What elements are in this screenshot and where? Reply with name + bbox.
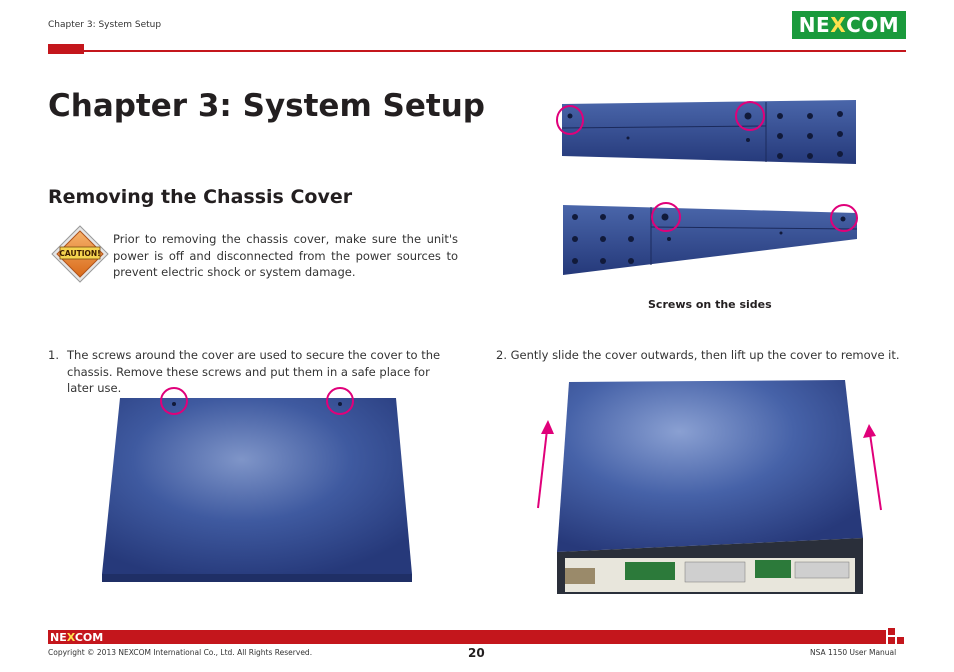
step-1-text: The screws around the cover are used to secure the cover to the chassis. Remove these screws and put them in a safe place for later use. bbox=[67, 348, 441, 395]
logo-text-right: COM bbox=[846, 13, 900, 37]
screw-highlight-circle bbox=[555, 104, 585, 136]
footer-logo-right: COM bbox=[74, 631, 104, 644]
header-rule bbox=[48, 50, 906, 52]
step-1 bbox=[48, 347, 460, 397]
footer-nexcom-logo bbox=[50, 631, 103, 644]
chassis-open-photo bbox=[555, 378, 867, 596]
caution-badge-text: CAUTION! bbox=[59, 249, 101, 258]
screw-highlight-circle bbox=[650, 201, 682, 233]
chassis-side-photo-bottom bbox=[561, 203, 859, 277]
footer-copyright: Copyright © 2013 NEXCOM International Co., Ltd. All Rights Reserved. bbox=[48, 648, 313, 657]
footer-bar bbox=[48, 630, 886, 644]
footer-manual-name: NSA 1150 User Manual bbox=[810, 648, 897, 657]
chassis-side-photo-top bbox=[558, 98, 858, 166]
caution-icon bbox=[50, 224, 110, 284]
chassis-top-photo bbox=[100, 394, 416, 586]
step-1-number: 1. bbox=[48, 348, 59, 362]
page-title: Chapter 3: System Setup bbox=[48, 88, 485, 124]
header-chapter-label: Chapter 3: System Setup bbox=[48, 20, 162, 30]
section-title: Removing the Chassis Cover bbox=[48, 186, 353, 208]
lift-arrow-right-icon bbox=[860, 424, 884, 512]
screw-highlight-circle bbox=[734, 100, 766, 132]
screw-highlight-circle bbox=[325, 386, 355, 416]
screw-highlight-circle bbox=[829, 203, 859, 233]
logo-text-left: NE bbox=[798, 13, 831, 37]
screw-highlight-circle bbox=[159, 386, 189, 416]
lift-arrow-left-icon bbox=[534, 420, 554, 510]
header-accent-block bbox=[48, 44, 84, 54]
nexcom-logo bbox=[792, 11, 906, 39]
step-2-text: 2. Gently slide the cover outwards, then lift up the cover to remove it. bbox=[496, 348, 900, 362]
page-number: 20 bbox=[468, 646, 485, 660]
footer-squares-icon bbox=[888, 628, 906, 646]
caution-text: Prior to removing the chassis cover, make sure the unit's power is off and disconnected from the power sources to prevent electric shock or system damage. bbox=[113, 232, 458, 279]
logo-text-x: X bbox=[830, 13, 847, 37]
photo-caption: Screws on the sides bbox=[648, 298, 772, 311]
footer-logo-left: NE bbox=[50, 631, 67, 644]
footer-logo-x: X bbox=[66, 631, 75, 644]
